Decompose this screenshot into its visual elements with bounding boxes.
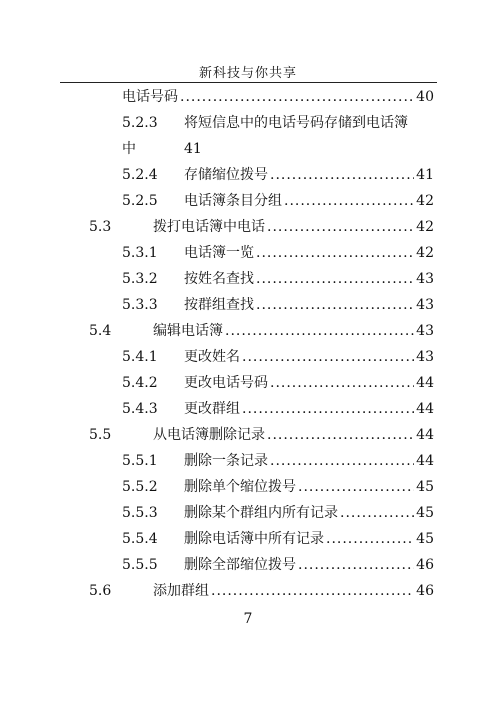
- toc-entry[interactable]: [122, 110, 434, 136]
- toc-section-number: 5.5: [89, 427, 112, 443]
- toc-entry[interactable]: [122, 474, 434, 500]
- toc-entry[interactable]: [122, 396, 434, 422]
- toc-entry-number: 5.3.1: [122, 245, 158, 261]
- toc-section-page: 46: [416, 583, 434, 599]
- toc-leader-dots: [256, 292, 414, 318]
- toc-entry[interactable]: [122, 552, 434, 578]
- toc-entry-title: 电话号码: [122, 89, 178, 105]
- toc-leader-dots: [211, 578, 414, 604]
- toc-leader-dots: [256, 240, 414, 266]
- toc-entry-page: 46: [416, 557, 434, 573]
- toc-leader-dots: [270, 370, 414, 396]
- toc-entry-title: 将短信息中的电话号码存储到电话簿: [184, 115, 408, 131]
- toc-entry-title: 删除全部缩位拨号: [184, 557, 296, 573]
- toc-entry-number: 5.4.1: [122, 349, 158, 365]
- toc-entry-page: 40: [416, 89, 434, 105]
- toc-entry-number: 5.3.2: [122, 271, 158, 287]
- toc-entry-number: 5.5.3: [122, 505, 158, 521]
- toc-entry[interactable]: [122, 84, 434, 110]
- toc-entry[interactable]: [122, 240, 434, 266]
- toc-entry[interactable]: [122, 188, 434, 214]
- toc-entry[interactable]: [122, 344, 434, 370]
- toc-entry[interactable]: [122, 162, 434, 188]
- toc-entry[interactable]: [122, 266, 434, 292]
- toc-entry-title: 按姓名查找: [184, 271, 254, 287]
- header-rule: [60, 82, 437, 83]
- toc-section-page: 42: [416, 219, 434, 235]
- toc-leader-dots: [180, 84, 414, 110]
- toc-leader-dots: [267, 214, 414, 240]
- toc-entry-title: 电话簿条目分组: [184, 193, 282, 209]
- toc-entry-title: 更改姓名: [184, 349, 240, 365]
- toc-leader-dots: [267, 422, 414, 448]
- toc-entry-title: 更改电话号码: [184, 375, 268, 391]
- toc-leader-dots: [298, 474, 414, 500]
- toc-entry-number: 5.4.2: [122, 375, 158, 391]
- toc-leader-dots: [298, 552, 414, 578]
- toc-section-title: 拨打电话簿中电话: [153, 219, 265, 235]
- toc-entry-continuation[interactable]: [122, 136, 434, 162]
- toc-entry-title: 更改群组: [184, 401, 240, 417]
- toc-entry-number: 5.5.4: [122, 531, 158, 547]
- toc-entry-page: 42: [416, 245, 434, 261]
- toc-entry-page: 42: [416, 193, 434, 209]
- toc-leader-dots: [326, 526, 414, 552]
- toc-entry[interactable]: [122, 448, 434, 474]
- toc-leader-dots: [340, 500, 414, 526]
- toc-section[interactable]: [89, 214, 434, 240]
- toc-leader-dots: [284, 188, 414, 214]
- toc-entry-title: 删除单个缩位拨号: [184, 479, 296, 495]
- toc-leader-dots: [242, 396, 414, 422]
- toc-leader-dots: [270, 448, 414, 474]
- toc-section[interactable]: [89, 578, 434, 604]
- toc-entry-number: 5.5.5: [122, 557, 158, 573]
- toc-entry-number: 5.5.2: [122, 479, 158, 495]
- toc-entry-number: 5.2.3: [122, 115, 158, 131]
- toc-leader-dots: [256, 266, 414, 292]
- toc-entry-number: 5.4.3: [122, 401, 158, 417]
- toc-leader-dots: [242, 344, 414, 370]
- toc-entry-title: 删除电话簿中所有记录: [184, 531, 324, 547]
- toc-section[interactable]: [89, 422, 434, 448]
- toc-entry-title: 删除某个群组内所有记录: [184, 505, 338, 521]
- toc-entry-page: 44: [416, 401, 434, 417]
- toc-section-page: 44: [416, 427, 434, 443]
- toc-entry-page: 45: [416, 531, 434, 547]
- toc-entry[interactable]: [122, 370, 434, 396]
- toc-entry-page: 43: [416, 271, 434, 287]
- toc-entry-number: 5.2.4: [122, 167, 158, 183]
- toc-entry[interactable]: [122, 526, 434, 552]
- toc-entry-page: 43: [416, 349, 434, 365]
- toc-entry-title: 存储缩位拨号: [184, 167, 268, 183]
- toc-leader-dots: [225, 318, 414, 344]
- toc-section-number: 5.4: [89, 323, 112, 339]
- toc-entry-page: 41: [416, 167, 434, 183]
- toc-entry-page: 44: [416, 453, 434, 469]
- toc-entry-page: 45: [416, 479, 434, 495]
- toc-entry-title: 按群组查找: [184, 297, 254, 313]
- toc-entry-page: 41: [184, 141, 202, 157]
- toc-section-page: 43: [416, 323, 434, 339]
- page-number: 7: [243, 611, 253, 627]
- toc-section-title: 从电话簿删除记录: [153, 427, 265, 443]
- toc-entry-fragment: 中: [122, 141, 136, 157]
- toc-leader-dots: [270, 162, 414, 188]
- toc-section-title: 编辑电话簿: [153, 323, 223, 339]
- running-header: 新科技与你共享: [198, 66, 297, 81]
- toc-entry-page: 44: [416, 375, 434, 391]
- toc-section-title: 添加群组: [153, 583, 209, 599]
- toc-entry-page: 43: [416, 297, 434, 313]
- toc-section[interactable]: [89, 318, 434, 344]
- toc-entry-number: 5.5.1: [122, 453, 158, 469]
- toc-entry[interactable]: [122, 500, 434, 526]
- toc-entry-title: 电话簿一览: [184, 245, 254, 261]
- toc-entry-number: 5.2.5: [122, 193, 158, 209]
- toc-entry-number: 5.3.3: [122, 297, 158, 313]
- toc-entry-page: 45: [416, 505, 434, 521]
- toc-entry[interactable]: [122, 292, 434, 318]
- toc-entry-title: 删除一条记录: [184, 453, 268, 469]
- toc-section-number: 5.3: [89, 219, 112, 235]
- toc-section-number: 5.6: [89, 583, 112, 599]
